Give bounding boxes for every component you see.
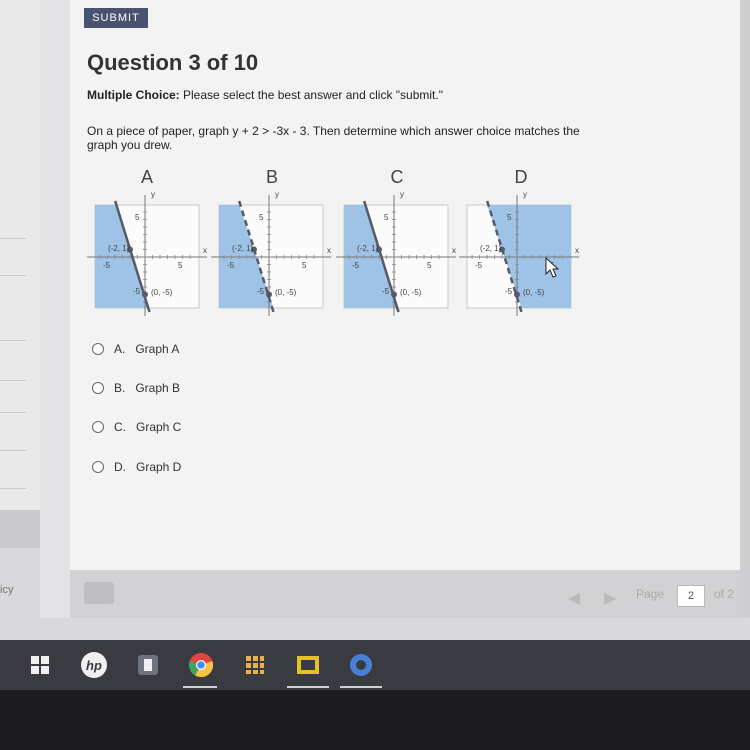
option-c[interactable]	[92, 420, 181, 434]
next-arrow-icon[interactable]: ▶	[604, 590, 617, 607]
option-letter: D.	[114, 460, 126, 474]
browser-icon[interactable]	[347, 651, 375, 679]
left-panel-selected[interactable]	[0, 510, 40, 548]
option-b[interactable]	[92, 381, 180, 395]
divider	[0, 450, 26, 451]
divider	[0, 380, 26, 381]
x-axis-label: x	[203, 246, 207, 255]
point-label: (-2, 1)	[108, 244, 130, 253]
option-letter: C.	[114, 420, 126, 434]
page-input[interactable]: 2	[677, 585, 705, 607]
active-indicator	[183, 686, 217, 688]
option-a[interactable]	[92, 342, 179, 356]
instructions-label: Multiple Choice:	[87, 88, 180, 102]
active-indicator	[340, 686, 382, 688]
graph-letter: A	[140, 167, 154, 187]
point-label: (-2, 1)	[480, 244, 502, 253]
option-label: Graph B	[135, 381, 181, 395]
page-label: Page	[636, 587, 665, 601]
point-marker	[142, 292, 148, 298]
tick-label: -5	[352, 261, 360, 270]
tick-label: -5	[505, 287, 513, 296]
tick-label: 5	[135, 213, 140, 222]
y-axis-label: y	[275, 190, 279, 199]
point-label: (0, -5)	[275, 288, 297, 297]
privacy-policy-link[interactable]: icy	[0, 584, 14, 596]
point-label: (-2, 1)	[357, 244, 379, 253]
option-letter: A.	[114, 342, 126, 356]
previous-arrow-icon[interactable]: ◀	[568, 590, 581, 607]
radio-button[interactable]	[92, 343, 104, 355]
point-marker	[514, 292, 520, 298]
option-label: Graph A	[135, 342, 180, 356]
graph-letter: D	[514, 167, 528, 187]
svg-text:hp: hp	[86, 658, 102, 673]
radio-button[interactable]	[92, 382, 104, 394]
point-marker	[266, 292, 272, 298]
apps-grid-icon[interactable]	[241, 651, 269, 679]
option-letter: B.	[114, 381, 126, 395]
y-axis-label: y	[523, 190, 527, 199]
tick-label: -5	[257, 287, 265, 296]
instructions-text: Please select the best answer and click "submit."	[179, 88, 443, 102]
x-axis-label: x	[452, 246, 456, 255]
chrome-icon[interactable]	[187, 651, 215, 679]
active-indicator	[287, 686, 329, 688]
point-label: (0, -5)	[523, 288, 545, 297]
tick-label: 5	[507, 213, 512, 222]
radio-button[interactable]	[92, 421, 104, 433]
graph-letter: C	[390, 167, 404, 187]
page-total: of 2	[714, 587, 735, 601]
tick-label: 5	[384, 213, 389, 222]
point-label: (-2, 1)	[232, 244, 254, 253]
radio-button[interactable]	[92, 461, 104, 473]
media-icon[interactable]	[294, 651, 322, 679]
divider	[0, 412, 26, 413]
y-axis-label: y	[151, 190, 155, 199]
graph-letter: B	[265, 167, 279, 187]
tick-label: 5	[178, 261, 183, 270]
option-label: Graph C	[136, 420, 182, 434]
tick-label: -5	[382, 287, 390, 296]
tick-label: -5	[227, 261, 235, 270]
point-marker	[391, 292, 397, 298]
app-icon[interactable]	[134, 651, 162, 679]
x-axis-label: x	[327, 246, 331, 255]
tick-label: -5	[103, 261, 111, 270]
submit-button[interactable]: SUBMIT	[84, 8, 148, 28]
tick-label: -5	[475, 261, 483, 270]
taskbar	[0, 640, 750, 690]
divider	[0, 340, 26, 341]
windows-icon[interactable]	[26, 651, 54, 679]
option-label: Graph D	[136, 460, 182, 474]
tick-label: 5	[302, 261, 307, 270]
y-axis-label: y	[400, 190, 404, 199]
answer-graphs	[0, 0, 750, 330]
x-axis-label: x	[575, 246, 579, 255]
point-label: (0, -5)	[151, 288, 173, 297]
question-title: Question 3 of 10	[87, 50, 259, 75]
tick-label: -5	[133, 287, 141, 296]
divider	[0, 488, 26, 489]
point-label: (0, -5)	[400, 288, 422, 297]
question-prompt: On a piece of paper, graph y + 2 > -3x - 3. Then determine which answer choice matches the graph you drew.	[87, 124, 580, 152]
monitor-bezel	[0, 690, 750, 750]
option-d[interactable]	[92, 460, 181, 474]
hp-icon[interactable]	[80, 651, 108, 679]
print-icon[interactable]	[84, 582, 114, 604]
tick-label: 5	[259, 213, 264, 222]
tick-label: 5	[427, 261, 432, 270]
